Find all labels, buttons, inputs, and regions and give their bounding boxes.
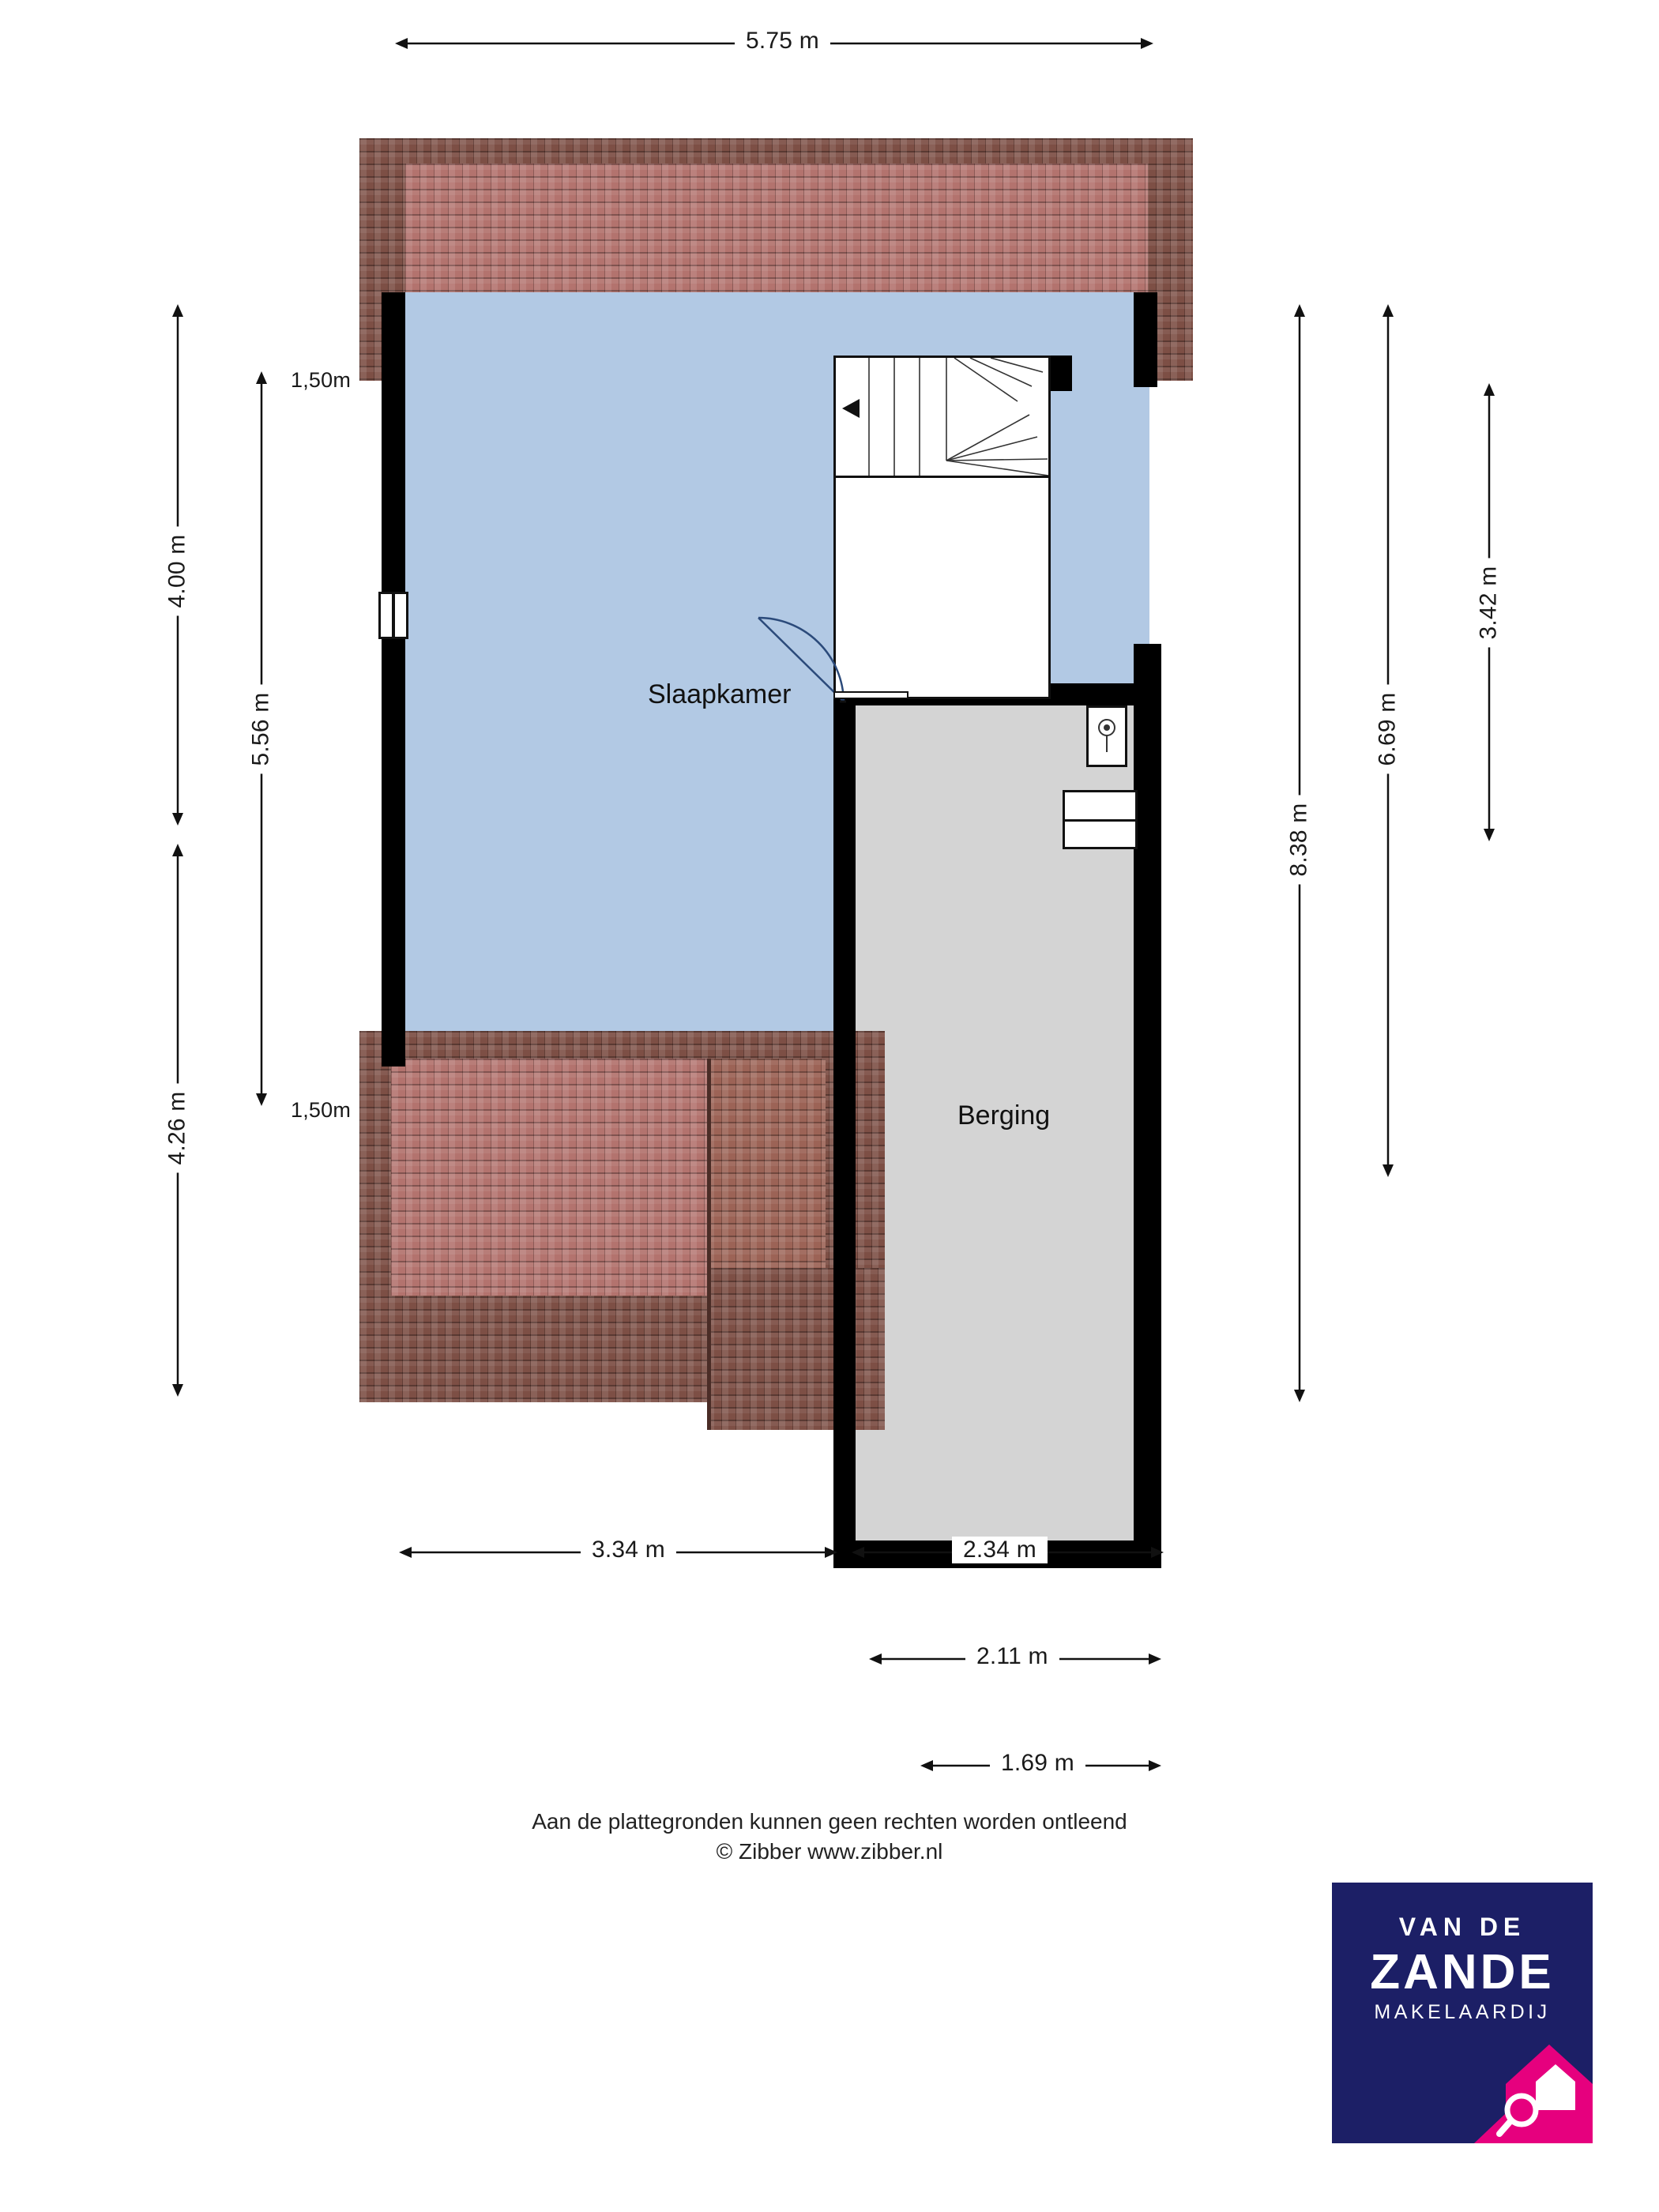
staircase [833,356,1051,478]
wall-between-rooms [833,699,856,1564]
dimension-bottom-right-label: 2.34 m [952,1537,1048,1563]
roof-bottom-hip-line [707,1059,711,1430]
disclaimer-line-2: © Zibber www.zibber.nl [716,1839,943,1864]
storage-appliance-line [1065,819,1135,822]
logo-house-icon [1474,2009,1593,2143]
dimension-right-mid-label: 6.69 m [1369,685,1405,774]
dimension-left-inner-label: 5.56 m [243,685,279,774]
wall-left [382,292,405,1066]
building-outline [359,138,1193,1446]
dimension-left-outer-lower-label: 4.26 m [159,1084,195,1173]
logo-van-de-zande[interactable] [1332,1883,1593,2143]
disclaimer-line-1: Aan de plattegronden kunnen geen rechten worden ontleend [532,1809,1127,1834]
dimension-bottom-third-label: 1.69 m [990,1750,1085,1777]
wall-right-upper [1134,292,1157,387]
room-label-slaapkamer: Slaapkamer [648,679,792,709]
staircase-lower-outline [833,478,1051,699]
logo-line-2: ZANDE [1370,1945,1555,1999]
roof-top-inner [405,164,1148,306]
door-threshold [833,691,908,699]
logo-line-1: VAN DE [1398,1913,1526,1941]
wall-stair-right [1048,356,1072,391]
roof-bottom-tail [707,1268,885,1430]
dimension-bottom-second-label: 2.11 m [965,1643,1059,1670]
dimension-right-outer-label: 3.42 m [1470,559,1507,648]
dimension-bottom-left-label: 3.34 m [581,1537,676,1563]
dimension-top-label: 5.75 m [735,28,830,55]
logo-line-3: MAKELAARDIJ [1374,2001,1551,2023]
room-label-berging: Berging [957,1100,1051,1130]
dimension-knee-top-label: 1,50m [291,368,352,392]
dimension-left-outer-label: 4.00 m [159,527,195,616]
dimension-right-inner-label: 8.38 m [1281,796,1317,885]
dimension-knee-bottom-label: 1,50m [291,1098,352,1122]
wall-right-storage [1134,644,1161,1568]
boiler-unit [1086,705,1127,767]
window-left-mullion [392,594,395,637]
